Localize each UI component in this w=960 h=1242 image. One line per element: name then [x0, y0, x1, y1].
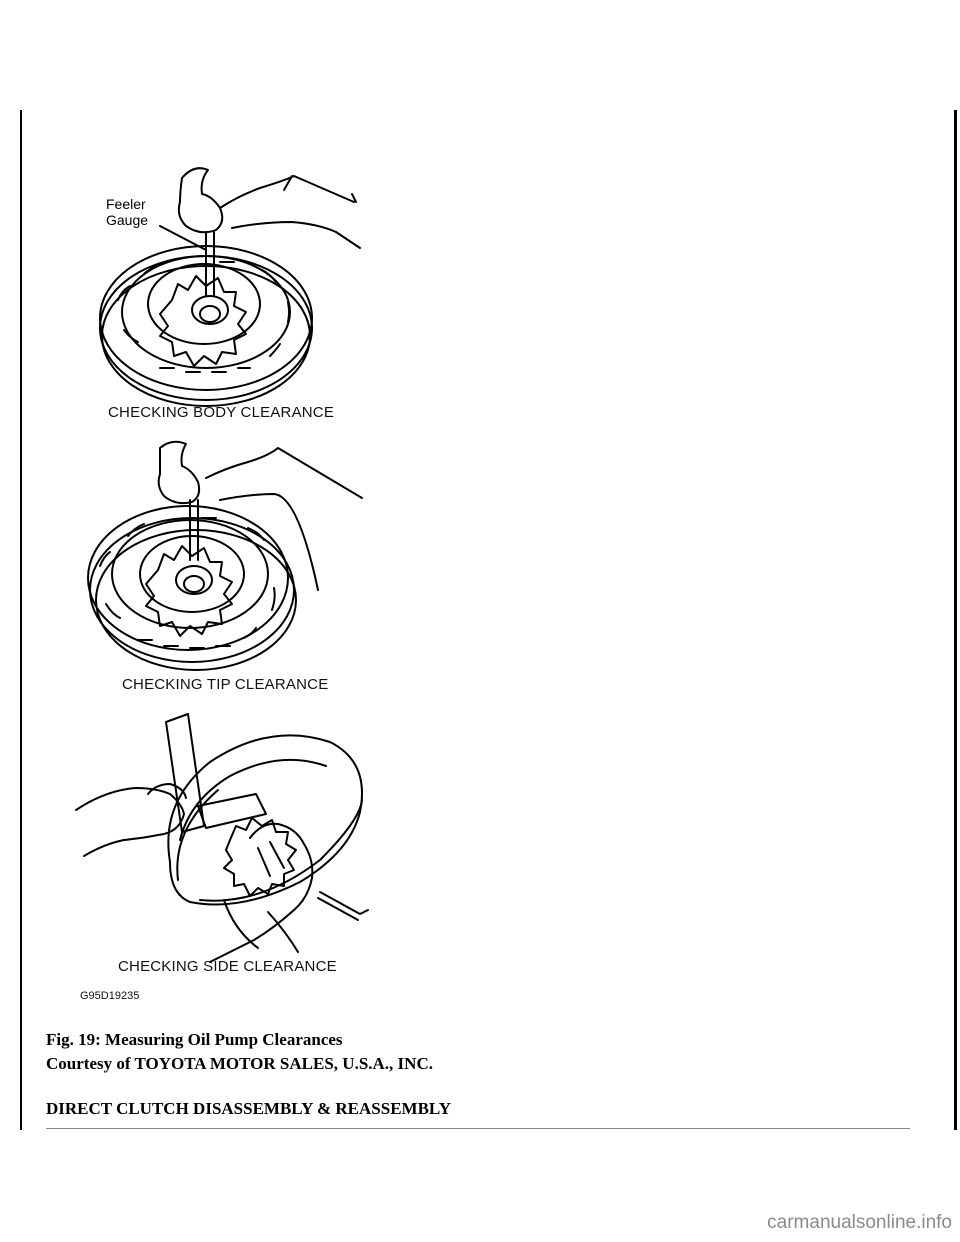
body-clearance-label: CHECKING BODY CLEARANCE [108, 404, 335, 421]
section-divider [46, 1128, 910, 1129]
watermark-text: carmanualsonline.info [767, 1212, 952, 1233]
figure-caption: Fig. 19: Measuring Oil Pump Clearances [46, 1030, 343, 1049]
feeler-label-line2: Gauge [106, 212, 149, 228]
side-clearance-drawing [76, 714, 368, 962]
feeler-gauge-label [106, 196, 148, 228]
feeler-label-line1: Feeler [106, 196, 146, 212]
courtesy-line: Courtesy of TOYOTA MOTOR SALES, U.S.A., INC. [46, 1054, 433, 1073]
tip-clearance-drawing [88, 442, 362, 670]
section-heading: DIRECT CLUTCH DISASSEMBLY & REASSEMBLY [46, 1099, 451, 1118]
figure-code: G95D19235 [80, 990, 140, 1002]
tip-clearance-label: CHECKING TIP CLEARANCE [122, 676, 329, 693]
side-clearance-label: CHECKING SIDE CLEARANCE [118, 958, 337, 975]
